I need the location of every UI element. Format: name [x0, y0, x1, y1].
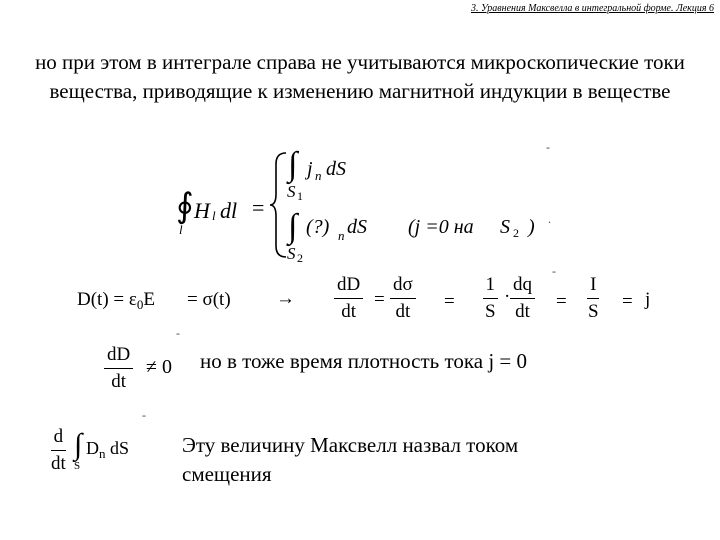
surface-integral-sign: ∫ — [74, 428, 83, 461]
case2-note-s-subscript: 2 — [513, 226, 519, 240]
case2-integral-sign: ∫ — [288, 208, 298, 245]
fraction-dd-dt: $\frac{dD}{dt}$ — [334, 272, 363, 325]
equals-c: = — [556, 291, 567, 312]
slide-header: 3. Уравнения Максвелла в интегральной форме. Лекция 6 — [470, 3, 714, 14]
case1-region-subscript: 1 — [297, 189, 303, 203]
not-equal-zero: ≠ 0 — [146, 356, 172, 378]
surface-label: S — [74, 460, 81, 472]
case1-integral-sign: ∫ — [288, 146, 298, 183]
equals-a: = — [374, 289, 385, 310]
case1-region: S — [287, 182, 296, 201]
current-density-note: но в тоже время плотность тока j = 0 — [200, 349, 528, 373]
fraction-i-s: $\frac{I}{S}$ — [588, 274, 599, 322]
equals-d: = — [622, 291, 633, 312]
stray-dash-2: - — [552, 264, 556, 278]
stray-dot: . — [548, 212, 551, 226]
stray-dash: - — [546, 140, 550, 154]
current-density-j: j — [645, 289, 651, 310]
equals-b: = — [444, 291, 455, 312]
case1-j: j — [307, 158, 313, 180]
case2-n-subscript: n — [338, 228, 345, 243]
implies-arrow: → — [276, 288, 295, 309]
fraction-dd-dt-2: $\frac{dD}{dt}$ — [104, 342, 133, 395]
case2-note-close: ) — [528, 216, 535, 238]
dl-symbol: dl — [220, 198, 238, 223]
h-subscript: l — [212, 208, 216, 223]
stray-dash-4: - — [142, 408, 146, 422]
case1-n-subscript: n — [315, 168, 322, 183]
d-n-ds: $D_n$ dS — [86, 438, 130, 461]
case2-ds: dS — [347, 216, 367, 238]
sigma-of-t: = σ(t) — [187, 289, 231, 310]
maxwell-note-line2: смещения — [182, 462, 272, 486]
case2-region-subscript: 2 — [297, 251, 303, 265]
case2-note: (j =0 на — [408, 216, 474, 238]
case2-note-s: S — [500, 216, 510, 238]
contour-label: l — [179, 222, 183, 237]
maxwell-note-line1: Эту величину Максвелл назвал током — [182, 433, 519, 457]
case2-region: S — [287, 244, 296, 263]
case2-unknown: (?) — [306, 216, 330, 238]
dot-operator: · — [504, 286, 511, 307]
stray-dash-3: - — [176, 326, 180, 340]
fraction-1-s: $\frac{1}{S}$ — [482, 272, 499, 325]
fraction-dsigma-dt: $\frac{d\sigma}{dt}$ — [390, 272, 416, 325]
equals-sign: = — [252, 195, 265, 220]
intro-paragraph: но при этом в интеграле справа не учитываются микроскопические токи вещества, приводящие к изменению магнитной индукции в веществе — [35, 50, 685, 103]
fraction-dq-dt: $\frac{dq}{dt}$ — [510, 272, 535, 325]
case1-ds: dS — [326, 158, 346, 180]
h-symbol: H — [194, 198, 210, 223]
fraction-d-dt: $\frac{d}{dt}$ — [51, 426, 66, 474]
contour-integral-sign: ∮ — [176, 188, 194, 225]
d-of-t-lhs: $D(t) = \varepsilon_0E$ — [77, 289, 155, 312]
